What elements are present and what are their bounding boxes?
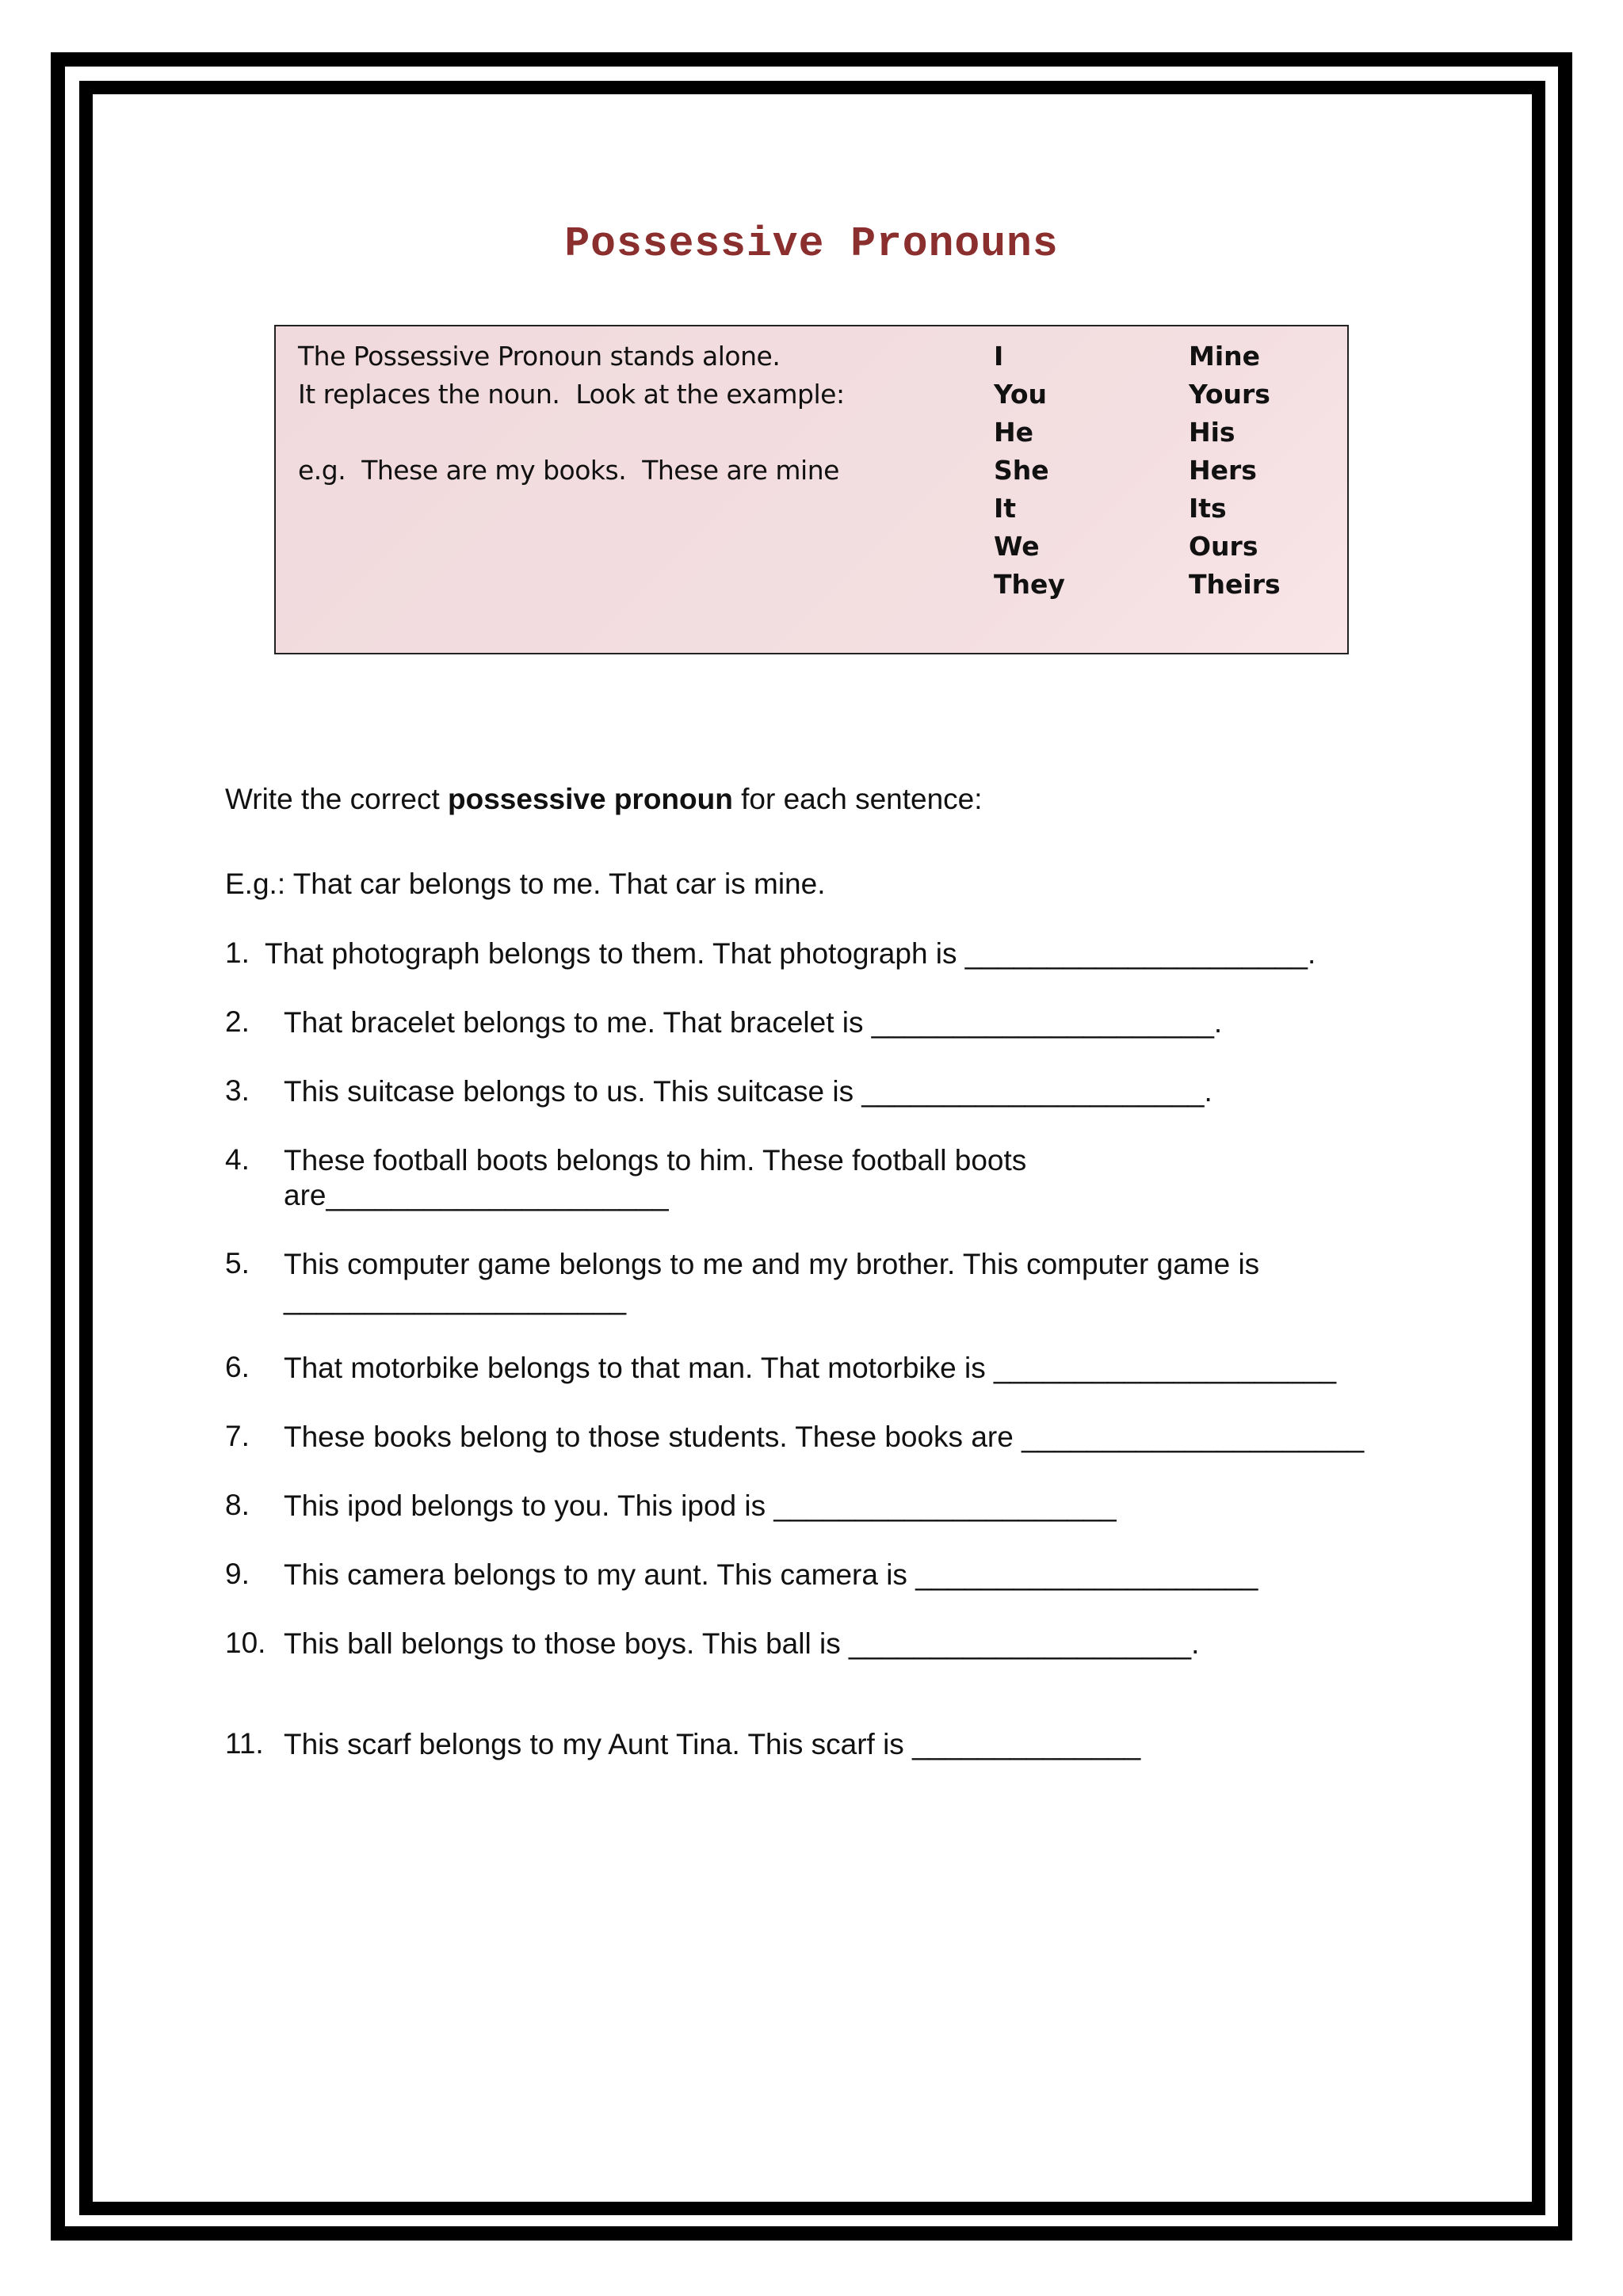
question-text: This computer game belongs to me and my brother. This computer game is _____________________: [284, 1248, 1260, 1315]
question-text: That photograph belongs to them. That photograph is _____________________.: [265, 937, 1316, 970]
possessive-pronoun: Mine: [1189, 341, 1261, 372]
possessive-pronoun: Ours: [1189, 531, 1258, 562]
instruction-after: for each sentence:: [732, 783, 983, 815]
question-number: 1.: [225, 936, 250, 969]
possessive-pronoun-column: [1189, 341, 1281, 607]
info-line-2: It replaces the noun. Look at the example:: [298, 379, 845, 410]
example-sentence: E.g.: That car belongs to me. That car is mine.: [225, 868, 826, 900]
subject-pronoun: She: [994, 455, 1049, 486]
possessive-pronoun: Its: [1189, 493, 1227, 524]
question-number: 5.: [225, 1247, 250, 1280]
question-text: These books belong to those students. These books are _____________________: [284, 1421, 1365, 1453]
subject-pronoun: He: [994, 417, 1033, 448]
question-number: 4.: [225, 1143, 250, 1176]
subject-pronoun: They: [994, 569, 1065, 600]
instruction-before: Write the correct: [225, 783, 449, 815]
subject-pronoun-column: [994, 341, 1065, 607]
question-number: 7.: [225, 1420, 250, 1452]
instruction-text: [225, 783, 1493, 816]
possessive-pronoun: His: [1189, 417, 1235, 448]
page-title: Possessive Pronouns: [564, 220, 1059, 268]
question-text: This suitcase belongs to us. This suitcase is _____________________.: [284, 1075, 1212, 1108]
question-text: That motorbike belongs to that man. That motorbike is _____________________: [284, 1352, 1337, 1384]
question-text: This ipod belongs to you. This ipod is _____________________: [284, 1489, 1117, 1522]
question-number: 11.: [225, 1727, 264, 1760]
question-number: 9.: [225, 1558, 250, 1590]
question-text: This camera belongs to my aunt. This camera is _____________________: [284, 1558, 1258, 1591]
question-text: These football boots belongs to him. These football boots are_____________________: [284, 1144, 1027, 1211]
info-example-line: e.g. These are my books. These are mine: [298, 455, 839, 486]
question-number: 8.: [225, 1489, 250, 1521]
pronoun-info-box: [274, 325, 1349, 654]
possessive-pronoun: Theirs: [1189, 569, 1281, 600]
question-number: 3.: [225, 1074, 250, 1107]
instruction-bold: possessive pronoun: [448, 783, 733, 815]
possessive-pronoun: Yours: [1189, 379, 1270, 410]
possessive-pronoun: Hers: [1189, 455, 1257, 486]
question-text: This scarf belongs to my Aunt Tina. This scarf is ______________: [284, 1728, 1141, 1760]
subject-pronoun: We: [994, 531, 1040, 562]
subject-pronoun: I: [994, 341, 1004, 372]
question-number: 6.: [225, 1351, 250, 1383]
question-text: This ball belongs to those boys. This ball is _____________________.: [284, 1627, 1200, 1660]
subject-pronoun: You: [994, 379, 1048, 410]
subject-pronoun: It: [994, 493, 1017, 524]
info-line-1: The Possessive Pronoun stands alone.: [298, 341, 781, 372]
question-number: 10.: [225, 1627, 266, 1659]
question-text: That bracelet belongs to me. That bracelet is _____________________.: [284, 1006, 1223, 1039]
question-number: 2.: [225, 1005, 250, 1038]
